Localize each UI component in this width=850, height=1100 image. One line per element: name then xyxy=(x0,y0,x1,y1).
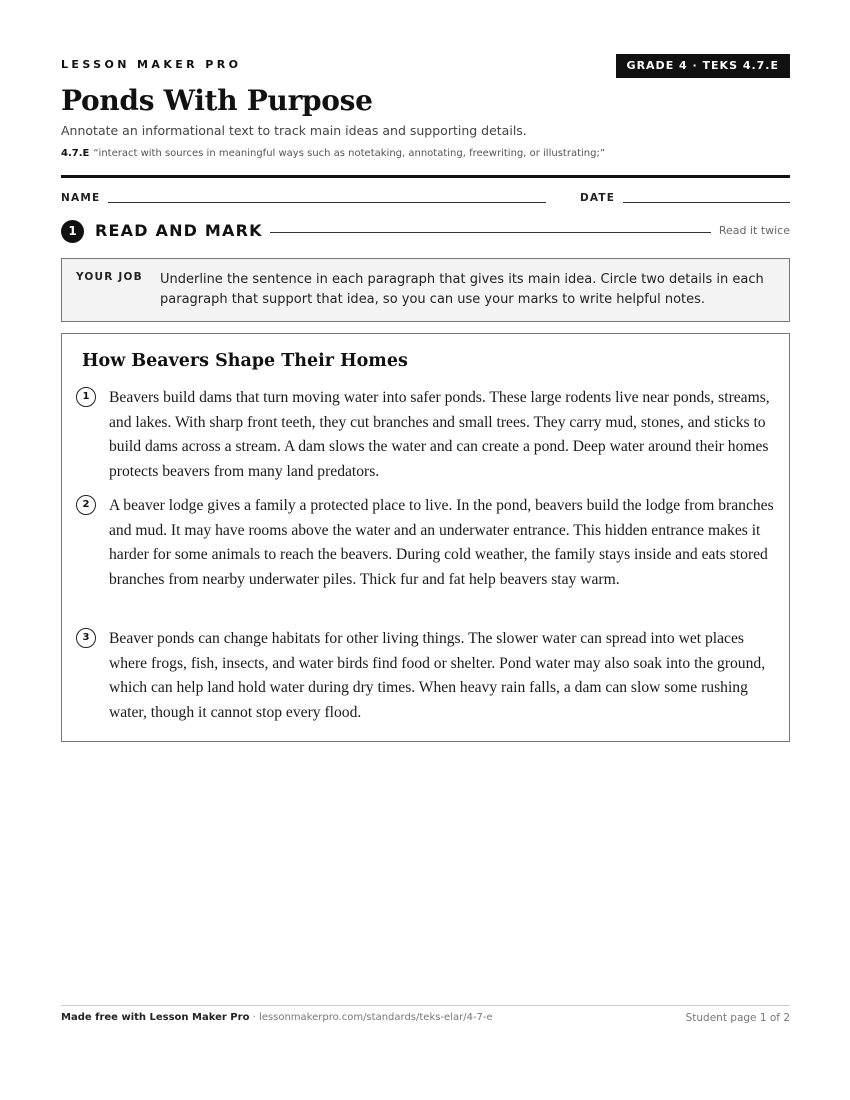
your-job-text: Underline the sentence in each paragraph that gives its main idea. Circle two details in each paragraph that support that idea, so you can use your marks to write helpful notes. xyxy=(160,272,764,307)
paragraph-text: Beaver ponds can change habitats for other living things. The slower water can spread into wet places where frogs, fish, insects, and water birds find food or shelter. Pond water may also soak into the ground, which can help land hold water during dry times. When heavy rain falls, a dam can slow some rushing water, though it cannot stop every flood. xyxy=(109,630,766,721)
section-note: Read it twice xyxy=(718,224,790,237)
your-job-box xyxy=(61,258,790,322)
footer-url[interactable]: · lessonmakerpro.com/standards/teks-elar/4-7-e xyxy=(249,1012,493,1023)
your-job-label: YOUR JOB xyxy=(76,271,143,283)
name-line[interactable] xyxy=(108,202,546,203)
paragraph-text: A beaver lodge gives a family a protected place to live. In the pond, beavers build the lodge from branches and mud. It may have rooms above the water and an underwater entrance. This hidden entrance makes it harder for some animals to reach the beavers. During cold weather, the family stays inside and eats stored branches from nearby underwater piles. Thick fur and fat help beavers stay warm. xyxy=(109,497,774,588)
footer-divider xyxy=(61,1005,790,1006)
date-line[interactable] xyxy=(623,202,790,203)
footer-page-number: Student page 1 of 2 xyxy=(685,1012,790,1024)
section-divider xyxy=(270,232,711,233)
header-divider xyxy=(61,175,790,178)
page-title: Ponds With Purpose xyxy=(61,84,373,117)
passage-title: How Beavers Shape Their Homes xyxy=(82,351,408,371)
paragraph-number-badge: 1 xyxy=(76,387,96,407)
footer-made-with: Made free with Lesson Maker Pro xyxy=(61,1012,250,1023)
reading-passage xyxy=(61,333,790,742)
footer-credit xyxy=(61,1012,493,1023)
section-number-badge: 1 xyxy=(61,220,84,243)
paragraph-number-badge: 2 xyxy=(76,495,96,515)
paragraph-text: Beavers build dams that turn moving water into safer ponds. These large rodents live near ponds, streams, and lakes. With sharp front teeth, they cut branches and small trees. They carry mud, stones, and sticks to build dams across a stream. A dam slows the water and can create a pond. Deep water around their homes protects beavers from many land predators. xyxy=(109,389,770,480)
standard-text: “interact with sources in meaningful ways such as notetaking, annotating, freewriting, or illustrating;” xyxy=(93,148,605,159)
section-title: READ AND MARK xyxy=(95,221,263,240)
page-subtitle: Annotate an informational text to track main ideas and supporting details. xyxy=(61,123,527,138)
worksheet-page xyxy=(61,0,790,1100)
grade-badge: GRADE 4 · TEKS 4.7.E xyxy=(616,54,790,78)
brand-name: LESSON MAKER PRO xyxy=(61,58,242,71)
standard-line xyxy=(61,148,605,159)
date-label: DATE xyxy=(580,192,616,204)
name-label: NAME xyxy=(61,192,101,204)
paragraph-number-badge: 3 xyxy=(76,628,96,648)
standard-code: 4.7.E xyxy=(61,148,90,159)
